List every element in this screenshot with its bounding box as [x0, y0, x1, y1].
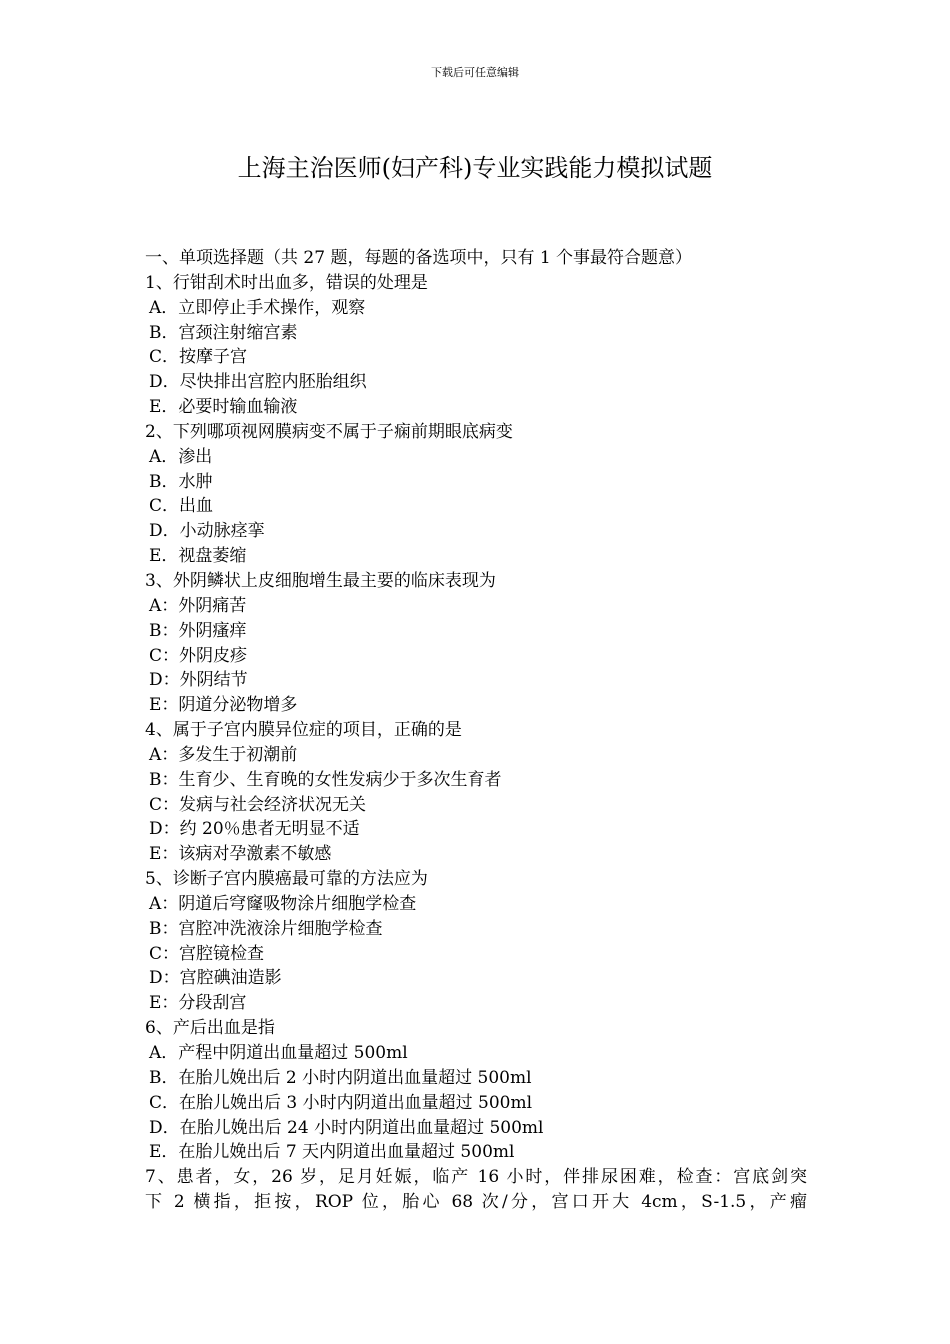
answer-option: B：宫腔冲洗液涂片细胞学检查	[149, 918, 383, 939]
answer-option: A．立即停止手术操作，观察	[149, 297, 366, 318]
answer-option: D：外阴结节	[149, 670, 248, 691]
question-stem: 4、属于子宫内膜异位症的项目，正确的是	[145, 720, 462, 741]
answer-option: C．出血	[149, 496, 214, 517]
document-title: 上海主治医师(妇产科)专业实践能力模拟试题	[237, 154, 713, 182]
answer-option: A．产程中阴道出血量超过 500ml	[149, 1043, 408, 1063]
answer-option: E．视盘萎缩	[149, 546, 247, 567]
answer-option: A：外阴痛苦	[149, 595, 247, 616]
question-stem: 1、行钳刮术时出血多，错误的处理是	[145, 272, 428, 293]
answer-option: E．在胎儿娩出后 7 天内阴道出血量超过 500ml	[149, 1142, 515, 1163]
answer-option: B．宫颈注射缩宫素	[149, 322, 298, 343]
answer-option: E：阴道分泌物增多	[149, 695, 298, 716]
document-body	[145, 246, 807, 1215]
answer-option: E：该病对孕激素不敏感	[149, 844, 332, 865]
answer-option: A：阴道后穹窿吸物涂片细胞学检查	[149, 893, 417, 914]
answer-option: E．必要时输血输液	[149, 397, 298, 418]
answer-option: C．按摩子宫	[149, 347, 248, 368]
question-stem-line: 下 2 横指，拒按，ROP 位，胎心 68 次/分，宫口开大 4cm，S-1.5，产瘤	[145, 1192, 807, 1213]
question-stem: 3、外阴鳞状上皮细胞增生最主要的临床表现为	[145, 570, 496, 591]
question-6	[145, 1016, 807, 1165]
question-stem: 2、下列哪项视网膜病变不属于子痫前期眼底病变	[145, 421, 513, 442]
answer-option: D：约 20％患者无明显不适	[149, 819, 360, 840]
answer-option: B．在胎儿娩出后 2 小时内阴道出血量超过 500ml	[149, 1067, 532, 1088]
answer-option: E：分段刮宫	[149, 993, 247, 1014]
answer-option: B：生育少、生育晚的女性发病少于多次生育者	[149, 769, 502, 790]
answer-option: B：外阴瘙痒	[149, 620, 247, 641]
page-header: 下载后可任意编辑	[431, 66, 519, 79]
answer-option: C：宫腔镜检查	[149, 943, 265, 964]
question-stem-line: 7、患者，女，26 岁，足月妊娠，临产 16 小时，伴排尿困难，检查：宫底剑突	[145, 1167, 807, 1188]
answer-option: D．在胎儿娩出后 24 小时内阴道出血量超过 500ml	[149, 1117, 544, 1138]
answer-option: D：宫腔碘油造影	[149, 968, 282, 989]
question-5	[145, 867, 807, 1016]
question-stem: 5、诊断子宫内膜癌最可靠的方法应为	[145, 869, 428, 890]
answer-option: C．在胎儿娩出后 3 小时内阴道出血量超过 500ml	[149, 1092, 533, 1113]
question-stem: 6、产后出血是指	[145, 1018, 275, 1039]
section-heading: 一、单项选择题（共 27 题，每题的备选项中，只有 1 个事最符合题意）	[145, 248, 693, 268]
question-4	[145, 718, 807, 867]
answer-option: A．渗出	[149, 446, 213, 467]
answer-option: D．尽快排出宫腔内胚胎组织	[149, 372, 367, 393]
answer-option: A：多发生于初潮前	[149, 744, 298, 765]
answer-option: D．小动脉痉挛	[149, 521, 265, 542]
answer-option: C：发病与社会经济状况无关	[149, 794, 367, 815]
question-2	[145, 420, 807, 569]
answer-option: B．水肿	[149, 471, 213, 492]
question-7	[145, 1165, 807, 1215]
question-3	[145, 569, 807, 718]
answer-option: C：外阴皮疹	[149, 645, 248, 666]
question-1	[145, 271, 807, 420]
